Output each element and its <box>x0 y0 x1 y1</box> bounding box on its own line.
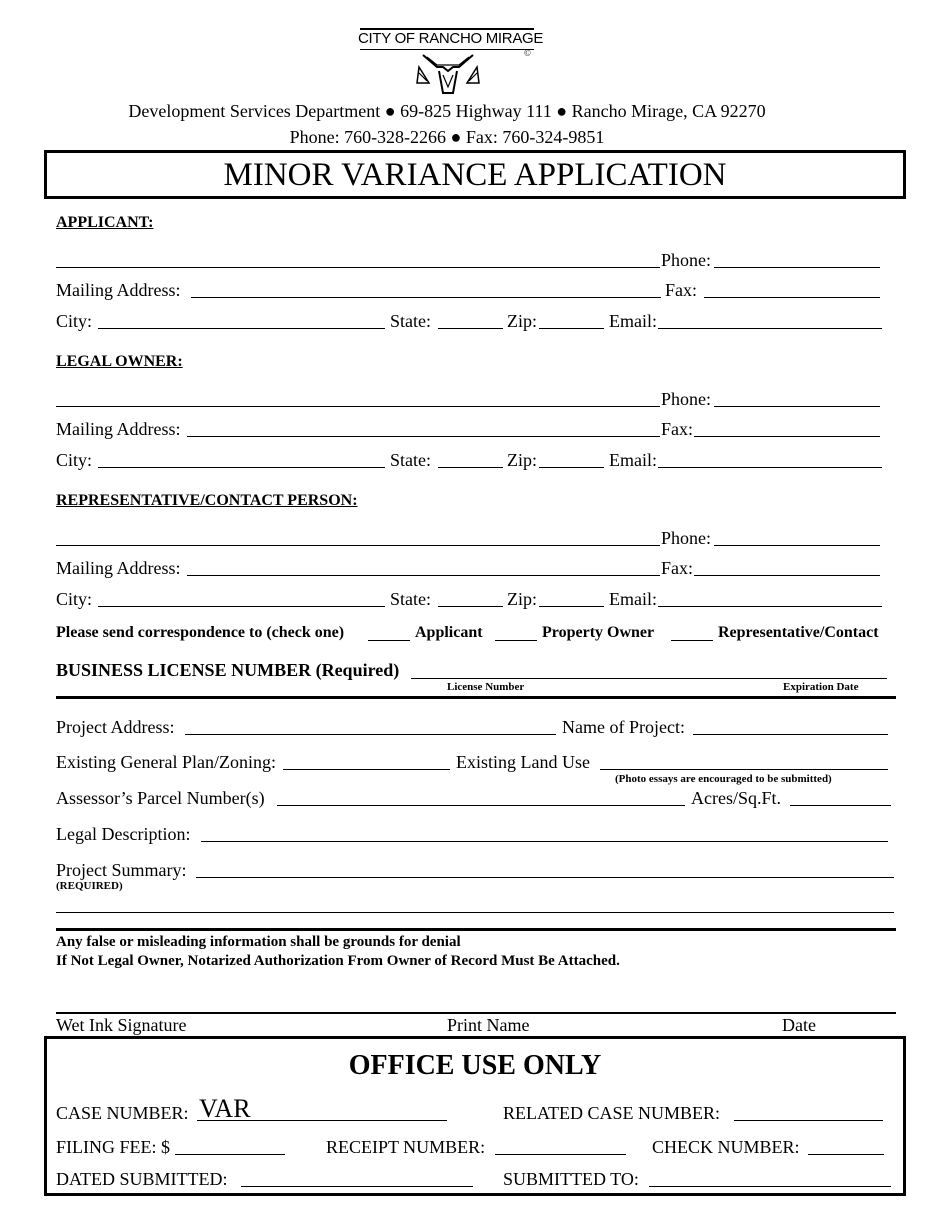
rep-state-label: State: <box>390 589 431 609</box>
filing-fee-label: FILING FEE: $ <box>56 1137 170 1157</box>
copyright-icon: © <box>524 48 531 58</box>
owner-name-field[interactable] <box>56 406 660 407</box>
ram-emblem-icon <box>413 53 483 97</box>
dated-submitted-field[interactable] <box>241 1186 473 1187</box>
rep-city-label: City: <box>56 589 93 609</box>
signature-caption: Wet Ink Signature <box>56 1015 187 1035</box>
department-phone: Phone: 760-328-2266 ● Fax: 760-324-9851 <box>289 127 605 147</box>
applicant-state-field[interactable] <box>438 328 503 329</box>
owner-fax-label: Fax: <box>661 419 694 439</box>
project-name-label: Name of Project: <box>562 717 685 737</box>
warning-line-1: Any false or misleading information shall be grounds for denial <box>56 934 461 950</box>
dated-submitted-label: DATED SUBMITTED: <box>56 1169 228 1189</box>
owner-email-field[interactable] <box>658 467 882 468</box>
case-number-label: CASE NUMBER: <box>56 1103 189 1123</box>
acres-label: Acres/Sq.Ft. <box>691 788 781 808</box>
land-use-field[interactable] <box>600 769 888 770</box>
parcel-field[interactable] <box>277 805 685 806</box>
submitted-to-label: SUBMITTED TO: <box>503 1169 639 1189</box>
applicant-city-field[interactable] <box>98 328 385 329</box>
legal-description-field[interactable] <box>201 841 888 842</box>
rep-zip-field[interactable] <box>539 606 604 607</box>
owner-email-label: Email: <box>609 450 657 470</box>
required-note: (REQUIRED) <box>56 880 123 892</box>
applicant-mailing-field[interactable] <box>191 297 661 298</box>
zoning-label: Existing General Plan/Zoning: <box>56 752 276 772</box>
owner-state-label: State: <box>390 450 431 470</box>
project-summary-field[interactable] <box>196 877 894 878</box>
business-license-field[interactable] <box>411 678 887 679</box>
applicant-email-label: Email: <box>609 311 657 331</box>
check-owner-blank[interactable] <box>495 640 537 641</box>
check-number-label: CHECK NUMBER: <box>652 1137 800 1157</box>
owner-zip-field[interactable] <box>539 467 604 468</box>
owner-state-field[interactable] <box>438 467 503 468</box>
rep-email-label: Email: <box>609 589 657 609</box>
rep-state-field[interactable] <box>438 606 503 607</box>
zoning-field[interactable] <box>283 769 450 770</box>
office-use-title: OFFICE USE ONLY <box>348 1050 602 1081</box>
project-summary-field-2[interactable] <box>56 912 894 913</box>
owner-city-label: City: <box>56 450 93 470</box>
parcel-label: Assessor’s Parcel Number(s) <box>56 788 265 808</box>
owner-fax-field[interactable] <box>694 436 880 437</box>
applicant-state-label: State: <box>390 311 431 331</box>
project-summary-label: Project Summary: <box>56 860 187 880</box>
print-name-caption: Print Name <box>447 1015 530 1035</box>
title-box <box>44 150 906 199</box>
applicant-fax-label: Fax: <box>665 280 698 300</box>
applicant-zip-label: Zip: <box>507 311 537 331</box>
project-address-label: Project Address: <box>56 717 175 737</box>
filing-fee-field[interactable] <box>175 1154 285 1155</box>
owner-phone-field[interactable] <box>714 406 880 407</box>
rep-email-field[interactable] <box>658 606 882 607</box>
owner-phone-label: Phone: <box>661 389 712 409</box>
logo-text: CITY OF RANCHO MIRAGE <box>358 30 544 47</box>
legal-description-label: Legal Description: <box>56 824 191 844</box>
applicant-phone-field[interactable] <box>714 267 880 268</box>
project-address-field[interactable] <box>185 734 556 735</box>
rep-mailing-field[interactable] <box>187 575 660 576</box>
case-number-field[interactable] <box>197 1120 447 1121</box>
related-case-field[interactable] <box>734 1120 883 1121</box>
warning-line-2: If Not Legal Owner, Notarized Authorization From Owner of Record Must Be Attached. <box>56 953 620 969</box>
license-number-caption: License Number <box>447 681 525 693</box>
signature-line[interactable] <box>56 1012 896 1014</box>
expiration-date-caption: Expiration Date <box>783 681 859 693</box>
department-address: Development Services Department ● 69-825 Highway 111 ● Rancho Mirage, CA 92270 <box>128 101 766 121</box>
receipt-number-label: RECEIPT NUMBER: <box>326 1137 486 1157</box>
rep-fax-label: Fax: <box>661 558 694 578</box>
section-applicant: APPLICANT: <box>56 214 154 231</box>
section-representative: REPRESENTATIVE/CONTACT PERSON: <box>56 492 358 509</box>
owner-city-field[interactable] <box>98 467 385 468</box>
check-applicant-label: Applicant <box>415 624 483 641</box>
applicant-name-field[interactable] <box>56 267 660 268</box>
business-license-label: BUSINESS LICENSE NUMBER (Required) <box>56 660 400 680</box>
section-legal-owner: LEGAL OWNER: <box>56 353 183 370</box>
divider-thick-2 <box>56 928 896 931</box>
applicant-fax-field[interactable] <box>704 297 880 298</box>
rep-name-field[interactable] <box>56 545 660 546</box>
owner-zip-label: Zip: <box>507 450 537 470</box>
related-case-label: RELATED CASE NUMBER: <box>503 1103 721 1123</box>
applicant-phone-label: Phone: <box>661 250 712 270</box>
rep-zip-label: Zip: <box>507 589 537 609</box>
photo-essay-note: (Photo essays are encouraged to be submitted) <box>615 773 832 785</box>
check-owner-label: Property Owner <box>542 624 655 641</box>
rep-fax-field[interactable] <box>694 575 880 576</box>
date-caption: Date <box>782 1015 816 1035</box>
rep-mailing-label: Mailing Address: <box>56 558 181 578</box>
submitted-to-field[interactable] <box>649 1186 891 1187</box>
city-logo <box>358 26 544 98</box>
check-rep-blank[interactable] <box>671 640 713 641</box>
divider-thick <box>56 696 896 699</box>
check-applicant-blank[interactable] <box>368 640 410 641</box>
land-use-label: Existing Land Use <box>456 752 590 772</box>
owner-mailing-label: Mailing Address: <box>56 419 181 439</box>
rep-city-field[interactable] <box>98 606 385 607</box>
applicant-email-field[interactable] <box>658 328 882 329</box>
page-title: MINOR VARIANCE APPLICATION <box>223 157 727 193</box>
rep-phone-field[interactable] <box>714 545 880 546</box>
acres-field[interactable] <box>790 805 891 806</box>
check-number-field[interactable] <box>808 1154 884 1155</box>
case-number-prefix: VAR <box>199 1094 251 1123</box>
rep-phone-label: Phone: <box>661 528 712 548</box>
applicant-zip-field[interactable] <box>539 328 604 329</box>
applicant-city-label: City: <box>56 311 93 331</box>
check-rep-label: Representative/Contact <box>718 624 879 641</box>
applicant-mailing-label: Mailing Address: <box>56 280 181 300</box>
receipt-number-field[interactable] <box>495 1154 626 1155</box>
correspondence-prompt: Please send correspondence to (check one) <box>56 624 345 641</box>
project-name-field[interactable] <box>693 734 888 735</box>
owner-mailing-field[interactable] <box>187 436 660 437</box>
